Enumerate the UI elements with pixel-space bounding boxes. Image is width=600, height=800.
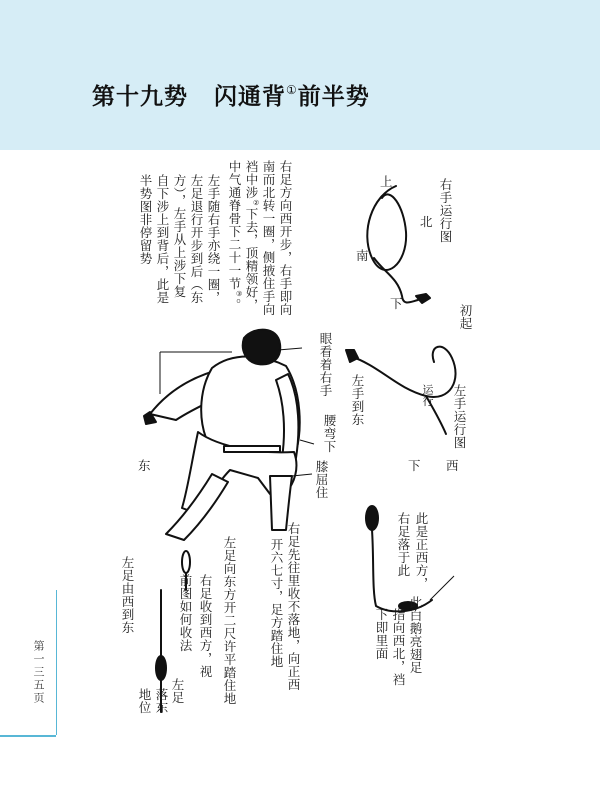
right-foot-note-1: 右足先往里收不落地，向正西 [286,522,301,691]
col-right-3-text: 裆中涉 [244,160,259,199]
foot-note-4: 指向西北，裆 [391,608,406,686]
title-suffix: 前半势 [297,84,370,110]
foot-note-3: 此白鹅亮翅足 [408,596,423,674]
knee-annotation: 膝屈住 [314,460,329,499]
col-left-1: 左手随右手亦绕一圈， [206,174,221,304]
label-bei: 北 [420,214,433,229]
label-xia-1: 下 [390,296,403,311]
left-foot-west-east-note: 左足由西到东 [120,556,135,634]
left-foot-east-note: 左足向东方开二尺许平踏住地 [222,536,237,705]
foot-note-5: 下即里面 [374,608,389,660]
left-foot-land-1: 左足 [170,678,185,704]
col-right-3 [244,160,263,312]
title-note-mark: ① [286,83,298,97]
right-foot-leader [430,576,454,600]
note-mark-3: ③ [235,290,244,299]
page-number-label: 第一三五页 [32,640,45,705]
foot-note-1: 此是正西方， [414,512,429,590]
col-right-4-rest: 。 [227,298,242,312]
right-foot-shape [366,506,378,530]
left-hand-path [350,347,456,397]
waist-leader [300,440,314,444]
eyes-leader [278,348,302,350]
foot-note-2: 右足落于此 [396,512,411,577]
left-hand-to-east-label: 左手到东 [350,374,365,426]
label-dong: 东 [138,458,151,473]
human-figure [144,330,300,540]
col-right-4-text: 中气通脊骨下二十一节 [227,160,242,290]
head [243,330,280,365]
right-hand-path [367,186,406,270]
col-right-4 [227,160,246,312]
title-main: 第十九势 [92,84,188,110]
col-left-5: 半势图非停留势 [138,174,153,265]
right-hand-diagram-label: 右手运行图 [438,178,453,243]
col-right-1: 右足方向西开步，右手即向 [278,160,293,316]
right-foot-close-note-2: 前图如何收法 [178,574,193,652]
bottom-rule [0,735,56,737]
title-name: 闪通背 [214,84,286,110]
left-foot-shape-2 [156,656,166,680]
left-foot-land-3: 地位 [137,688,152,714]
label-xi: 西 [446,458,459,473]
col-left-3: 方），左手从上涉下复 [172,174,187,298]
note-mark-2: ② [252,199,261,208]
label-chuqi: 初起 [458,304,473,330]
left-foot-shape-1 [182,551,190,573]
col-left-2: 左足退行开步到后（东 [189,174,204,304]
right-hand-end [416,294,430,303]
label-xia-2: 下 [408,458,421,473]
eyes-annotation: 眼看着右手 [318,332,333,397]
left-hand-start [346,350,358,362]
left-foot-land-2: 落东 [154,688,169,714]
label-yunxing: 运行 [421,384,434,407]
right-foot-close-note-1: 右足收到西方，视 [198,574,213,678]
left-hand-diagram-label: 左手运行图 [452,384,467,449]
right-foot-note-2: 开六七寸，足方踏住地 [269,538,284,668]
hip-band [224,446,280,452]
sidebar-rule [56,590,57,735]
col-right-3-rest: 下去，顶精领好， [244,207,259,312]
waist-annotation: 腰弯下 [322,414,337,453]
col-right-2: 南而北转一圈，侧掖住手向 [261,160,276,316]
label-nan: 南 [356,248,369,263]
label-shang: 上 [380,174,393,189]
col-left-4: 自下涉上到背后，此是 [155,174,170,304]
